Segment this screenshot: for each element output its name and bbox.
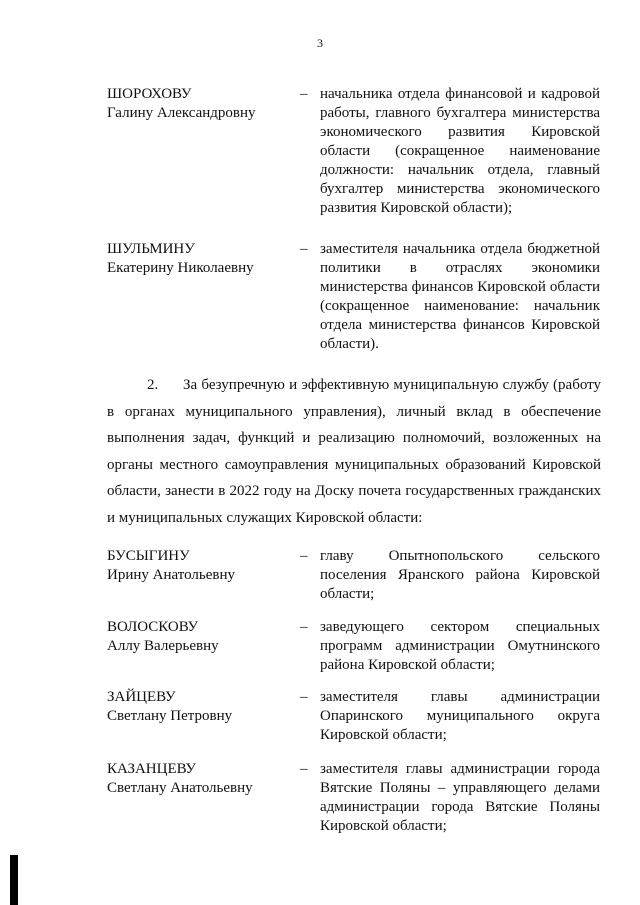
given-names: Галину Александровну — [107, 105, 256, 121]
paragraph-2 — [107, 372, 601, 531]
given-names: Светлану Петровну — [107, 708, 233, 724]
surname: ВОЛОСКОВУ — [107, 619, 199, 635]
position-description: заместителя главы администрации Опаринского муниципального округа Кировской области; — [320, 689, 600, 743]
dash: – — [300, 689, 308, 705]
given-names: Светлану Анатольевну — [107, 780, 253, 796]
paragraph-number: 2. — [147, 377, 159, 393]
person-name — [107, 688, 297, 726]
surname: ЗАЙЦЕВУ — [107, 689, 176, 705]
dash: – — [300, 241, 308, 257]
position-description: главу Опытнопольского сельского поселения Яранского района Кировской области; — [320, 548, 600, 602]
position-description: заместителя начальника отдела бюджетной политики в отраслях экономики министерства финансов Кировской области (сокращенное наименование: начальник отдела министерства финансов Кировской области). — [320, 241, 600, 352]
surname: БУСЫГИНУ — [107, 548, 190, 564]
surname: КАЗАНЦЕВУ — [107, 761, 197, 777]
person-name — [107, 547, 297, 585]
scan-margin-mark — [10, 855, 18, 905]
dash: – — [300, 619, 308, 635]
dash: – — [300, 86, 308, 102]
person-name — [107, 618, 297, 656]
surname: ШУЛЬМИНУ — [107, 241, 195, 257]
position-description: начальника отдела финансовой и кадровой работы, главного бухгалтера министерства экономического развития Кировской области (сокращенное наименование должности: начальник отдела, главный бухгалтер министерства экономического развития Кировской области); — [320, 86, 600, 216]
given-names: Екатерину Николаевну — [107, 260, 254, 276]
person-name — [107, 85, 297, 123]
dash: – — [300, 761, 308, 777]
dash: – — [300, 548, 308, 564]
given-names: Аллу Валерьевну — [107, 638, 219, 654]
page-number: 3 — [317, 36, 323, 50]
paragraph-text: За безупречную и эффективную муниципальную службу (работу в органах муниципального управления), личный вклад в обеспечение выполнения задач, функций и реализацию полномочий, возложенных на органы местного самоуправления муниципальных образований Кировской области, занести в 2022 году на Доску почета государственных гражданских и муниципальных служащих Кировской области: — [107, 377, 601, 526]
given-names: Ирину Анатольевну — [107, 567, 236, 583]
surname: ШОРОХОВУ — [107, 86, 192, 102]
person-name — [107, 760, 297, 798]
position-description: заместителя главы администрации города Вятские Поляны – управляющего делами администрации города Вятские Поляны Кировской области; — [320, 761, 600, 834]
person-name — [107, 240, 297, 278]
position-description: заведующего сектором специальных программ администрации Омутнинского района Кировской области; — [320, 619, 600, 673]
